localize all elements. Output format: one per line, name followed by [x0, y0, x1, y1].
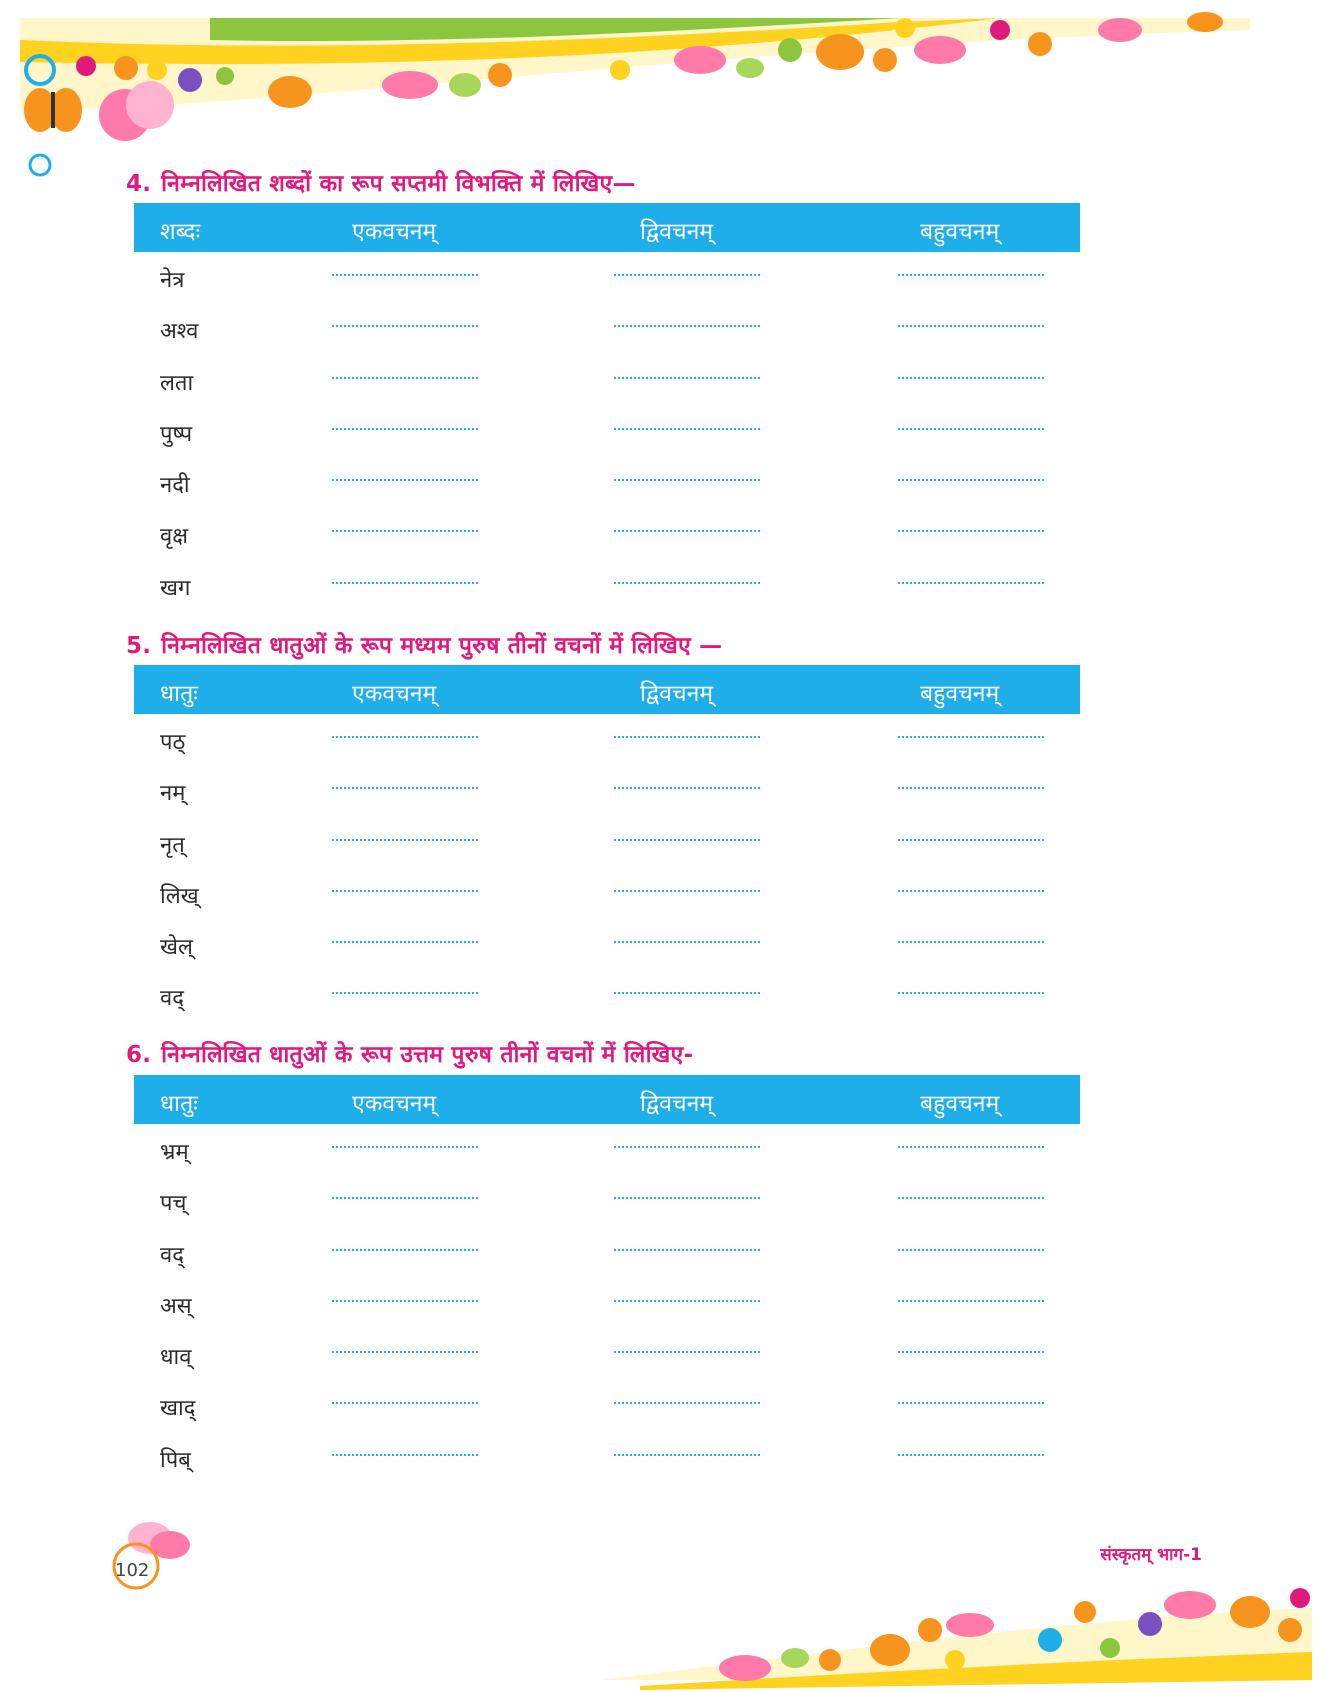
answer-blank[interactable] — [614, 479, 760, 481]
flower-icon — [147, 60, 167, 80]
row-word: अश्व — [160, 319, 199, 345]
answer-blank[interactable] — [332, 839, 478, 841]
sun-icon — [918, 1618, 942, 1642]
petal-icon — [1098, 18, 1142, 42]
answer-blank[interactable] — [898, 1197, 1044, 1199]
row-word: अस् — [160, 1293, 192, 1319]
answer-blank[interactable] — [898, 1454, 1044, 1456]
row-word: पुष्प — [160, 421, 193, 447]
sun-icon — [819, 1649, 841, 1671]
sun-icon — [488, 63, 512, 87]
answer-blank[interactable] — [332, 530, 478, 532]
header-dual: द्विवचनम् — [640, 219, 714, 245]
answer-blank[interactable] — [898, 787, 1044, 789]
table-row — [134, 406, 1080, 457]
table-row — [134, 919, 1080, 970]
table-row — [134, 868, 1080, 919]
row-word: लता — [160, 370, 194, 396]
row-word: धाव् — [160, 1345, 192, 1371]
petal-icon — [946, 1613, 994, 1637]
answer-blank[interactable] — [332, 377, 478, 379]
sun-icon — [873, 48, 897, 72]
header-word: शब्दः — [160, 219, 201, 245]
flower-icon — [76, 56, 96, 76]
answer-blank[interactable] — [898, 839, 1044, 841]
answer-blank[interactable] — [898, 992, 1044, 994]
row-word: नम् — [160, 781, 186, 807]
answer-blank[interactable] — [332, 1249, 478, 1251]
header-dual: द्विवचनम् — [640, 1091, 714, 1117]
question-number: 4. — [126, 171, 152, 197]
answer-blank[interactable] — [332, 992, 478, 994]
question-number: 5. — [126, 633, 152, 659]
flower-icon — [1100, 1638, 1120, 1658]
answer-blank[interactable] — [332, 1454, 478, 1456]
table-row — [134, 560, 1080, 611]
sun-icon — [1074, 1601, 1096, 1623]
flower-icon — [99, 81, 174, 141]
answer-blank[interactable] — [614, 1454, 760, 1456]
butterfly-icon — [24, 88, 82, 132]
table-row — [134, 303, 1080, 354]
swirl-icon — [30, 155, 50, 175]
answer-blank[interactable] — [614, 428, 760, 430]
header-plural: बहुवचनम् — [920, 219, 1000, 245]
header-root: धातुः — [160, 681, 198, 707]
row-word: पठ् — [160, 730, 186, 755]
header-singular: एकवचनम् — [352, 681, 437, 707]
row-word: वृक्ष — [160, 524, 189, 550]
answer-blank[interactable] — [898, 479, 1044, 481]
flower-icon — [1138, 1612, 1162, 1636]
book-title: संस्कृतम् भाग-1 — [1100, 1545, 1202, 1565]
answer-blank[interactable] — [332, 325, 478, 327]
header-singular: एकवचनम् — [352, 219, 437, 245]
table-row — [134, 970, 1080, 1021]
row-word: भ्रम् — [160, 1140, 189, 1165]
butterfly-icon — [268, 76, 312, 108]
butterfly-icon — [816, 34, 864, 70]
answer-blank[interactable] — [898, 941, 1044, 943]
question-text: निम्नलिखित शब्दों का रूप सप्तमी विभक्ति में लिखिए— — [161, 171, 636, 197]
table-row — [134, 355, 1080, 406]
flower-icon — [178, 68, 202, 92]
answer-blank[interactable] — [614, 1351, 760, 1353]
answer-blank[interactable] — [898, 1300, 1044, 1302]
answer-blank[interactable] — [614, 377, 760, 379]
flower-icon — [610, 60, 630, 80]
answer-blank[interactable] — [898, 1402, 1044, 1404]
flower-icon — [945, 1650, 965, 1670]
answer-blank[interactable] — [332, 941, 478, 943]
table-header — [134, 203, 1080, 252]
answer-blank[interactable] — [332, 787, 478, 789]
table-row — [134, 1175, 1080, 1226]
butterfly-icon — [870, 1634, 910, 1666]
answer-blank[interactable] — [614, 890, 760, 892]
sun-icon — [1028, 32, 1052, 56]
answer-blank[interactable] — [898, 1249, 1044, 1251]
answer-blank[interactable] — [614, 787, 760, 789]
answer-blank[interactable] — [898, 890, 1044, 892]
flower-icon — [1290, 1588, 1310, 1608]
answer-blank[interactable] — [898, 530, 1044, 532]
answer-blank[interactable] — [614, 582, 760, 584]
answer-blank[interactable] — [614, 736, 760, 738]
table-row — [134, 1278, 1080, 1329]
flower-icon — [216, 67, 234, 85]
answer-blank[interactable] — [332, 582, 478, 584]
question-text: निम्नलिखित धातुओं के रूप उत्तम पुरुष तीनों वचनों में लिखिए- — [161, 1042, 694, 1068]
row-word: नृत् — [160, 832, 185, 858]
table-row — [134, 1432, 1080, 1483]
answer-blank[interactable] — [614, 1249, 760, 1251]
table-row — [134, 1124, 1080, 1175]
answer-blank[interactable] — [332, 1402, 478, 1404]
header-dual: द्विवचनम् — [640, 681, 714, 707]
table-q4 — [134, 203, 1080, 611]
answer-blank[interactable] — [332, 428, 478, 430]
table-row — [134, 765, 1080, 816]
answer-blank[interactable] — [614, 992, 760, 994]
flower-icon — [895, 18, 915, 38]
answer-blank[interactable] — [898, 274, 1044, 276]
answer-blank[interactable] — [332, 1300, 478, 1302]
answer-blank[interactable] — [898, 582, 1044, 584]
answer-blank[interactable] — [332, 890, 478, 892]
answer-blank[interactable] — [614, 1197, 760, 1199]
answer-blank[interactable] — [332, 479, 478, 481]
row-word: पच् — [160, 1191, 187, 1217]
swirl-icon — [26, 56, 54, 84]
answer-blank[interactable] — [614, 530, 760, 532]
question-5-title — [126, 628, 722, 660]
row-word: नेत्र — [160, 268, 185, 293]
page-number: 102 — [115, 1560, 150, 1581]
butterfly-icon — [1230, 1596, 1270, 1628]
row-word: खाद् — [160, 1396, 196, 1422]
answer-blank[interactable] — [898, 1146, 1044, 1148]
petal-icon — [382, 71, 438, 99]
sun-icon — [1278, 1618, 1302, 1642]
row-word: खग — [160, 575, 191, 601]
petal-icon — [914, 36, 966, 64]
table-row — [134, 252, 1080, 303]
table-row — [134, 1329, 1080, 1380]
petal-icon — [674, 46, 726, 74]
question-text: निम्नलिखित धातुओं के रूप मध्यम पुरुष तीनों वचनों में लिखिए — — [161, 633, 723, 659]
table-header — [134, 1075, 1080, 1124]
answer-blank[interactable] — [332, 1197, 478, 1199]
answer-blank[interactable] — [332, 1351, 478, 1353]
row-word: लिख् — [160, 883, 199, 909]
answer-blank[interactable] — [614, 941, 760, 943]
butterfly-icon — [1187, 12, 1223, 32]
answer-blank[interactable] — [614, 274, 760, 276]
answer-blank[interactable] — [614, 1402, 760, 1404]
table-q6 — [134, 1075, 1080, 1483]
table-row — [134, 1227, 1080, 1278]
flower-icon — [778, 38, 802, 62]
answer-blank[interactable] — [614, 839, 760, 841]
question-6-title — [126, 1037, 693, 1069]
answer-blank[interactable] — [898, 325, 1044, 327]
row-word: खेल् — [160, 935, 193, 961]
answer-blank[interactable] — [898, 736, 1044, 738]
answer-blank[interactable] — [614, 1146, 760, 1148]
answer-blank[interactable] — [898, 428, 1044, 430]
table-q5 — [134, 665, 1080, 1022]
row-word: पिब् — [160, 1447, 191, 1473]
answer-blank[interactable] — [898, 1351, 1044, 1353]
answer-blank[interactable] — [898, 377, 1044, 379]
answer-blank[interactable] — [614, 1300, 760, 1302]
table-row — [134, 817, 1080, 868]
header-plural: बहुवचनम् — [920, 1091, 1000, 1117]
answer-blank[interactable] — [614, 325, 760, 327]
answer-blank[interactable] — [332, 736, 478, 738]
leaf-icon — [736, 58, 764, 78]
table-header — [134, 665, 1080, 714]
header-plural: बहुवचनम् — [920, 681, 1000, 707]
leaf-icon — [781, 1648, 809, 1668]
petal-icon — [1164, 1591, 1216, 1619]
row-word: नदी — [160, 473, 190, 499]
table-row — [134, 1380, 1080, 1431]
answer-blank[interactable] — [332, 1146, 478, 1148]
question-number: 6. — [126, 1042, 152, 1068]
leaf-icon — [449, 73, 481, 97]
flower-icon — [1038, 1628, 1062, 1652]
row-word: वद् — [160, 986, 184, 1012]
header-singular: एकवचनम् — [352, 1091, 437, 1117]
petal-icon — [719, 1655, 771, 1681]
question-4-title — [126, 166, 636, 198]
row-word: वद् — [160, 1242, 184, 1268]
sun-icon — [114, 56, 138, 80]
table-row — [134, 714, 1080, 765]
header-root: धातुः — [160, 1091, 198, 1117]
flower-icon — [990, 20, 1010, 40]
table-row — [134, 457, 1080, 508]
answer-blank[interactable] — [332, 274, 478, 276]
table-row — [134, 508, 1080, 559]
